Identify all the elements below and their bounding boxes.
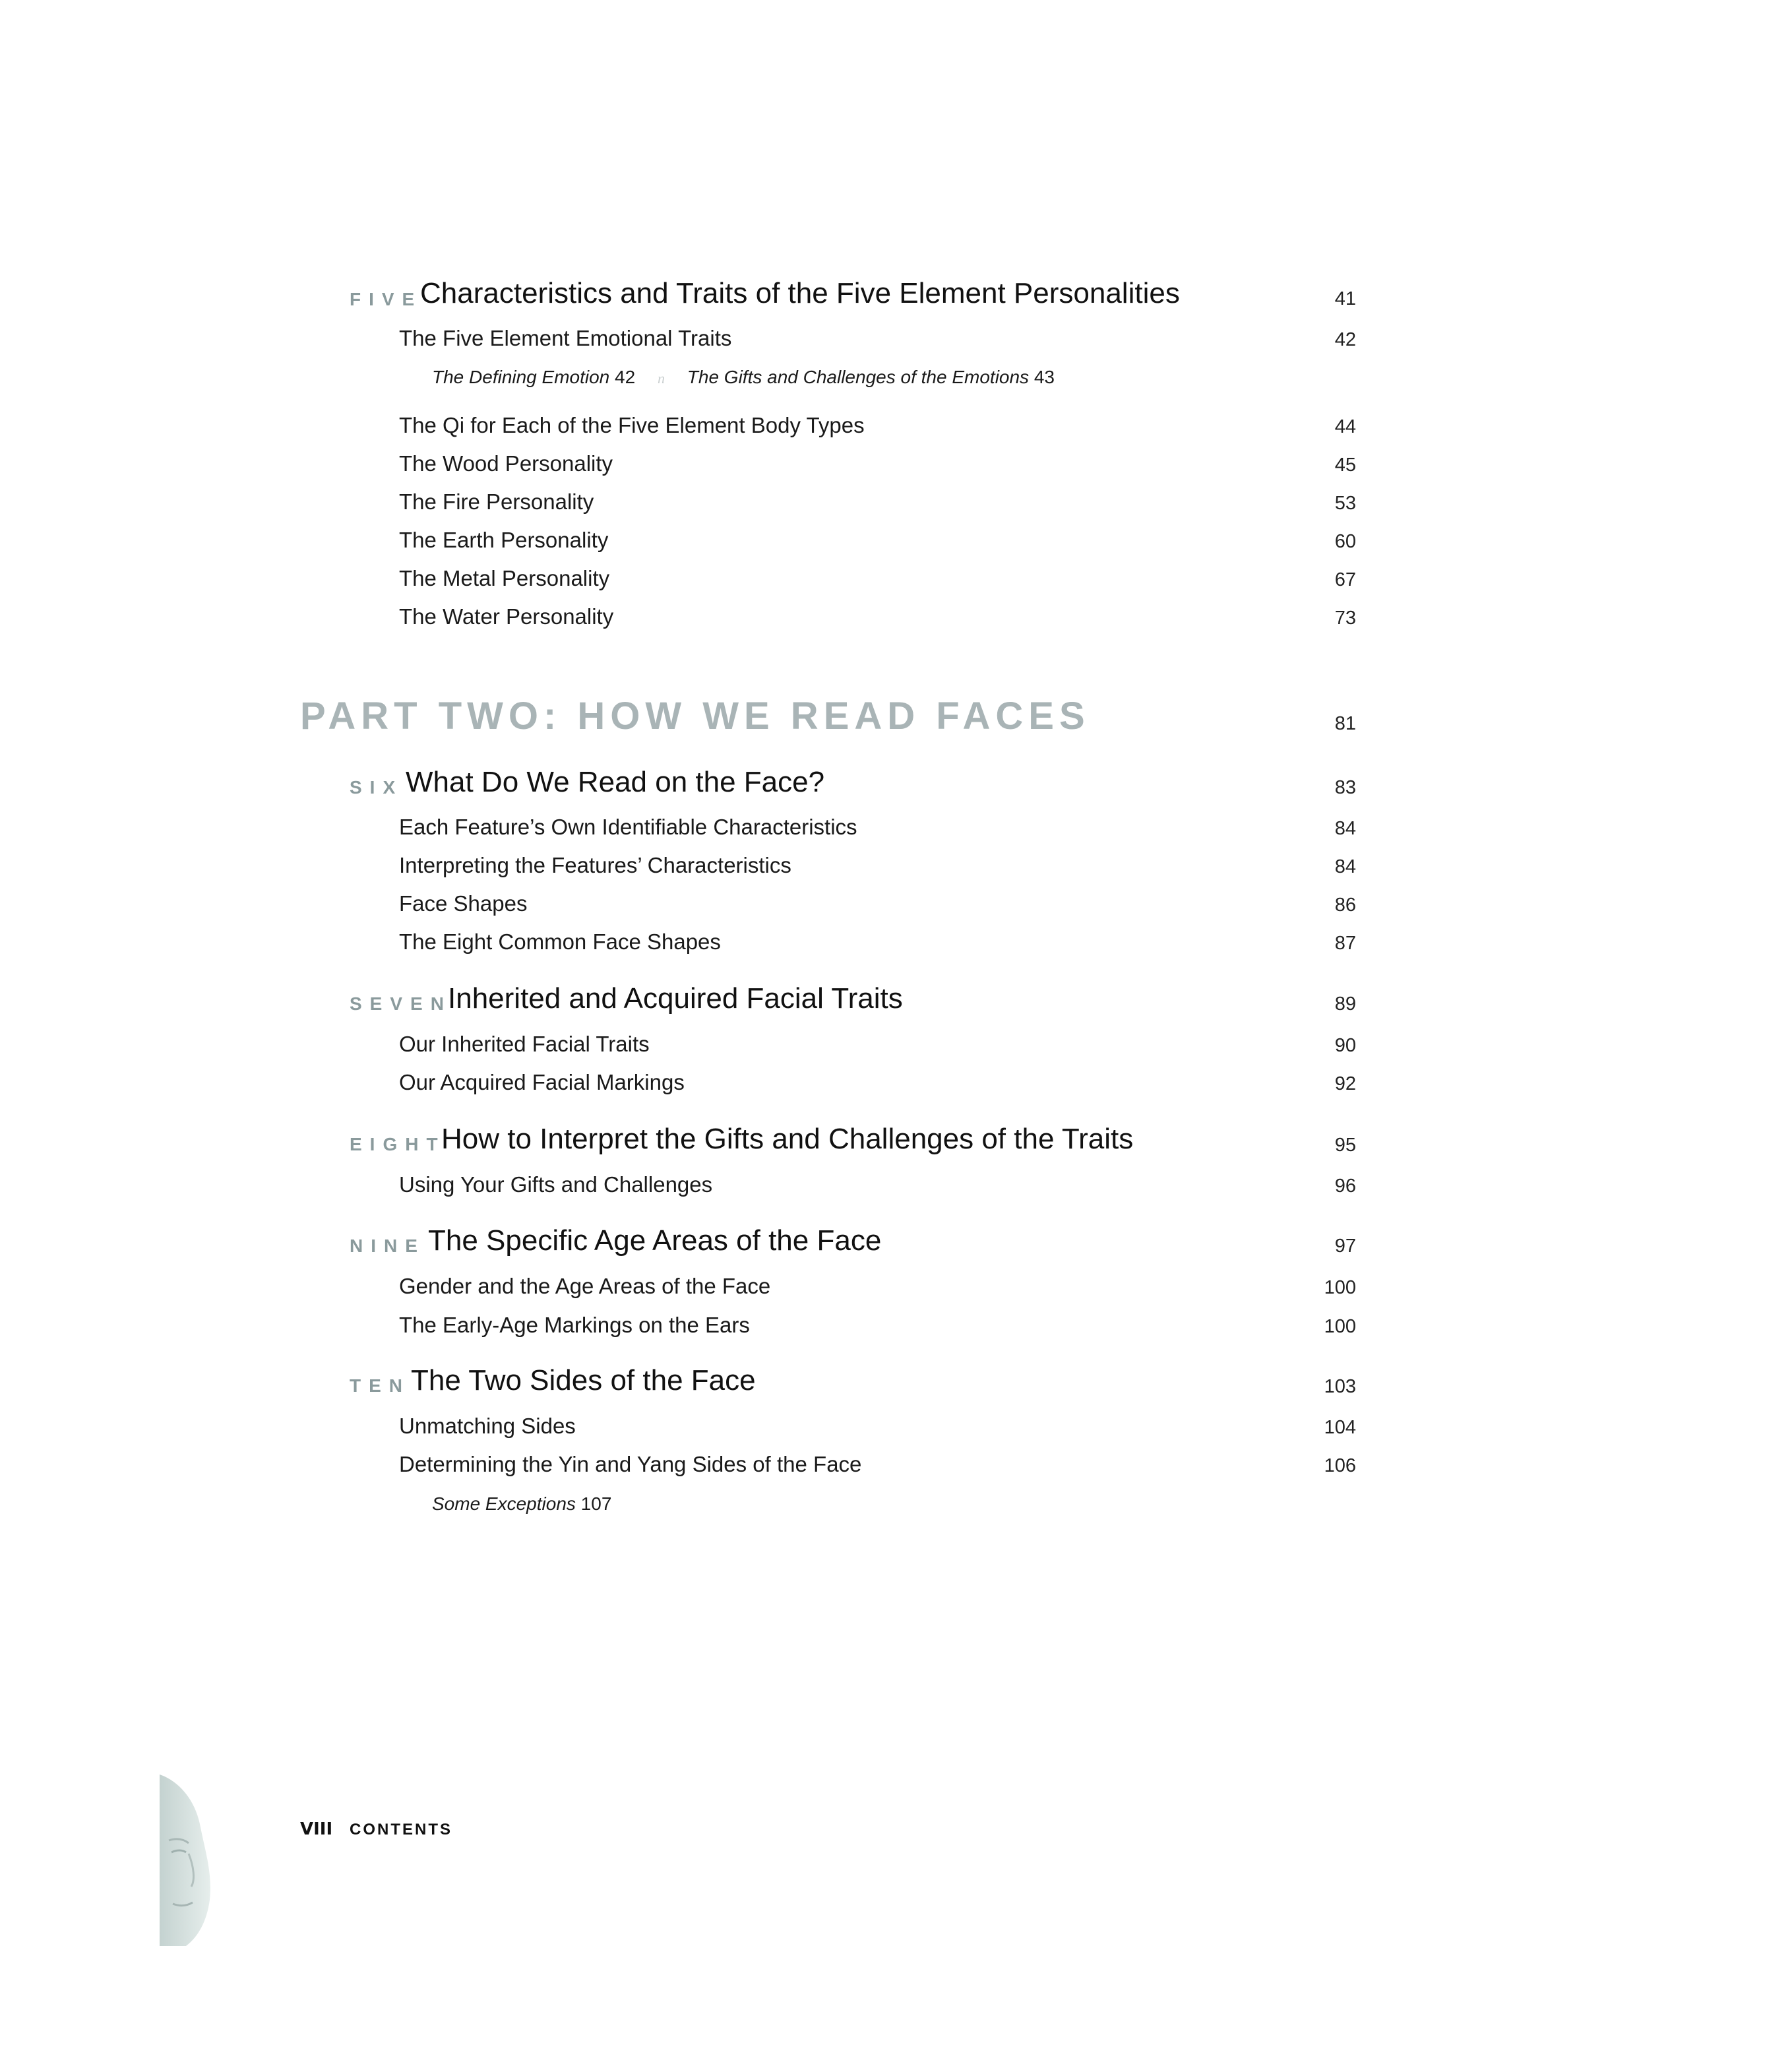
section-page: 100 <box>1324 1277 1356 1298</box>
subsection-title[interactable]: The Gifts and Challenges of the Emotions <box>687 367 1030 387</box>
chapter-page: 97 <box>1334 1236 1356 1257</box>
subsection-page: 43 <box>1034 367 1055 387</box>
section-page: 53 <box>1334 493 1356 514</box>
section-title[interactable]: The Early-Age Markings on the Ears <box>399 1313 750 1337</box>
section-title[interactable]: Each Feature’s Own Identifiable Characteristics <box>399 815 857 839</box>
section-page: 73 <box>1334 608 1356 629</box>
subsection-page: 42 <box>615 367 636 387</box>
section-title[interactable]: The Metal Personality <box>399 566 610 590</box>
chapter-title[interactable]: Characteristics and Traits of the Five Element Personalities <box>420 277 1180 309</box>
section-page: 42 <box>1334 329 1356 350</box>
subsection-title[interactable]: Some Exceptions <box>432 1493 576 1514</box>
section-title[interactable]: Our Acquired Facial Markings <box>399 1070 685 1094</box>
section-page: 92 <box>1334 1073 1356 1094</box>
separator-glyph: n <box>657 370 665 387</box>
section-page: 84 <box>1334 856 1356 877</box>
section-title[interactable]: The Eight Common Face Shapes <box>399 929 721 954</box>
section-page: 106 <box>1324 1455 1356 1476</box>
running-head: CONTENTS <box>350 1821 452 1838</box>
chapter-number: SIX <box>350 777 404 798</box>
chapter-title[interactable]: Inherited and Acquired Facial Traits <box>448 982 903 1015</box>
part-title[interactable]: PART TWO: HOW WE READ FACES <box>300 695 1090 737</box>
section-title[interactable]: Interpreting the Features’ Characteristics <box>399 853 791 877</box>
chapter-number: SEVEN <box>350 993 452 1014</box>
subsection-title[interactable]: The Defining Emotion <box>432 367 610 387</box>
section-page: 45 <box>1334 455 1356 476</box>
section-title[interactable]: The Wood Personality <box>399 451 613 476</box>
section-title[interactable]: Using Your Gifts and Challenges <box>399 1172 713 1197</box>
section-title[interactable]: Determining the Yin and Yang Sides of the Face <box>399 1452 862 1476</box>
section-title[interactable]: The Fire Personality <box>399 489 594 514</box>
section-page: 84 <box>1334 818 1356 839</box>
section-title[interactable]: Our Inherited Facial Traits <box>399 1032 650 1056</box>
subsection-page: 107 <box>580 1493 612 1514</box>
section-page: 60 <box>1334 531 1356 552</box>
part-page: 81 <box>1334 713 1356 734</box>
section-title[interactable]: Unmatching Sides <box>399 1414 576 1438</box>
section-page: 67 <box>1334 569 1356 590</box>
chapter-page: 103 <box>1324 1376 1356 1397</box>
section-title[interactable]: Gender and the Age Areas of the Face <box>399 1274 771 1298</box>
section-page: 104 <box>1324 1417 1356 1438</box>
section-page: 86 <box>1334 894 1356 916</box>
chapter-number: NINE <box>350 1236 425 1256</box>
chapter-page: 83 <box>1334 777 1356 798</box>
section-page: 90 <box>1334 1035 1356 1056</box>
chapter-page: 41 <box>1334 288 1356 309</box>
section-page: 96 <box>1334 1176 1356 1197</box>
face-illustration-icon <box>160 1774 212 1946</box>
chapter-number: TEN <box>350 1375 410 1396</box>
section-title[interactable]: The Earth Personality <box>399 528 609 552</box>
section-title[interactable]: The Qi for Each of the Five Element Body Types <box>399 413 865 437</box>
subsection-line <box>432 1493 611 1515</box>
page-numeral: VIII <box>300 1819 333 1839</box>
section-page: 87 <box>1334 933 1356 954</box>
chapter-title[interactable]: The Two Sides of the Face <box>411 1364 756 1396</box>
chapter-number: EIGHT <box>350 1134 446 1154</box>
chapter-page: 89 <box>1334 993 1356 1015</box>
section-page: 100 <box>1324 1316 1356 1337</box>
chapter-title[interactable]: The Specific Age Areas of the Face <box>428 1224 882 1257</box>
section-title[interactable]: The Water Personality <box>399 604 614 629</box>
section-title[interactable]: Face Shapes <box>399 891 528 916</box>
section-title[interactable]: The Five Element Emotional Traits <box>399 326 732 350</box>
chapter-number: FIVE <box>350 289 423 309</box>
section-page: 44 <box>1334 416 1356 437</box>
subsection-line <box>432 367 1055 388</box>
chapter-page: 95 <box>1334 1135 1356 1156</box>
chapter-title[interactable]: What Do We Read on the Face? <box>406 766 825 798</box>
chapter-title[interactable]: How to Interpret the Gifts and Challenges of the Traits <box>441 1123 1134 1155</box>
